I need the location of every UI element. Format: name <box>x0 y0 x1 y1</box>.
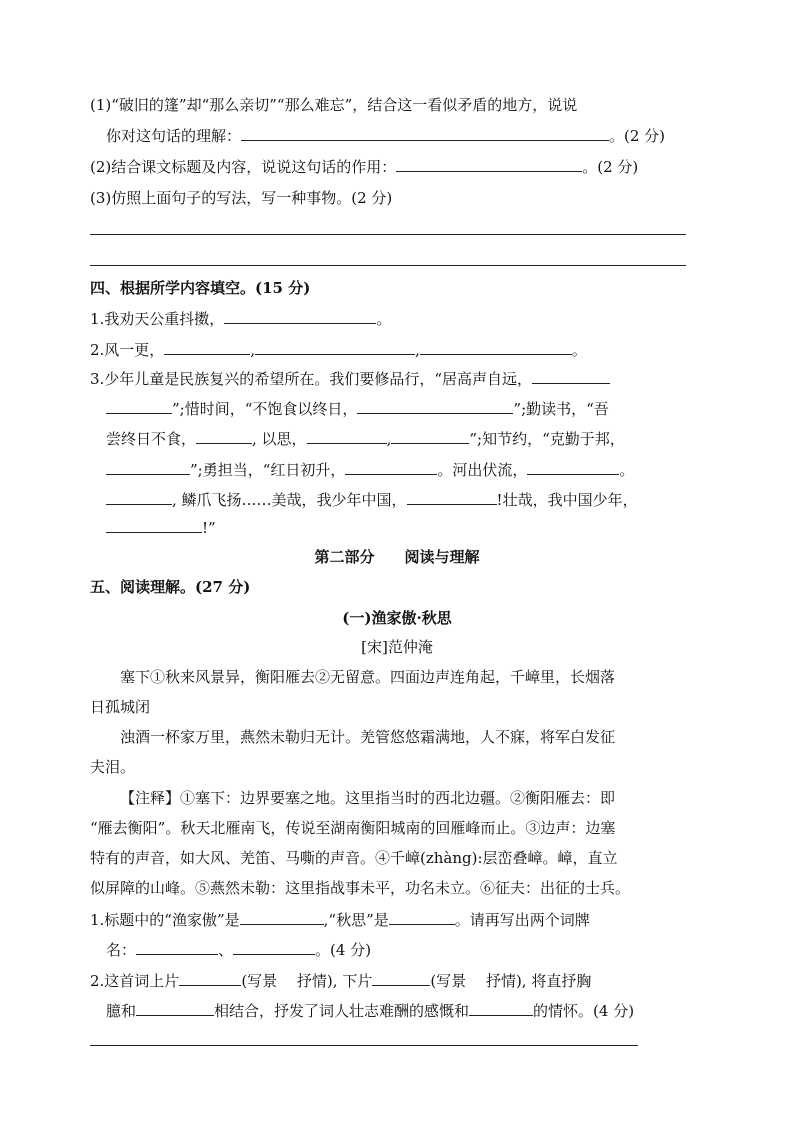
q1-line2: 你对这句话的理解： 。(2 分) <box>106 127 666 145</box>
notes-line3: 特有的声音，如大风、羌笛、马嘶的声音。④千嶂(zhàng):层峦叠嶂。嶂，直立 <box>90 849 618 867</box>
q3-line: (3)仿照上面句子的写法，写一种事物。(2 分) <box>90 189 393 207</box>
answer-blank[interactable] <box>164 340 250 355</box>
section4-heading: 四、根据所学内容填空。(15 分) <box>90 279 311 297</box>
reading-q2-line2: 臆和 相结合，抒发了词人壮志难酬的感慨和 的情怀。(4 分) <box>106 1002 635 1020</box>
poem-author: [宋]范仲淹 <box>361 638 433 656</box>
answer-blank[interactable] <box>396 157 582 172</box>
answer-blank[interactable] <box>389 910 455 925</box>
answer-blank[interactable] <box>106 399 172 414</box>
answer-blank[interactable] <box>407 490 497 505</box>
fill-item-3-line4: ”;勇担当，“红日初升， 。河出伏流， 。 <box>106 460 634 480</box>
fill-item-2: 2.风一更， , , 。 <box>90 341 587 359</box>
fill-item-3-line3: 尝终日不食， , 以思， , ”;知节约，“克勤于邦， <box>106 430 625 448</box>
reading-q1-line2: 名： 、 。(4 分) <box>106 941 372 959</box>
answer-blank[interactable] <box>233 940 315 955</box>
answer-blank[interactable] <box>240 910 324 925</box>
answer-blank[interactable] <box>469 1001 533 1016</box>
answer-blank[interactable] <box>391 429 469 444</box>
notes-line4: 似屏障的山峰。⑤燕然未勒：这里指战事未平，功名未立。⑥征夫：出征的士兵。 <box>90 879 631 897</box>
answer-blank[interactable] <box>307 429 387 444</box>
poem-para2: 浊酒一杯家万里，燕然未勒归无计。羌管悠悠霜满地，人不寐，将军白发征 <box>120 728 616 746</box>
answer-blank[interactable] <box>255 340 415 355</box>
answer-line[interactable] <box>90 1045 638 1046</box>
answer-blank[interactable] <box>196 429 252 444</box>
answer-blank[interactable] <box>106 460 190 475</box>
answer-blank[interactable] <box>372 971 430 986</box>
poem-para1-cont: 日孤城闭 <box>90 698 151 716</box>
poem-para2-cont: 夫泪。 <box>90 758 136 776</box>
poem-title: (一)渔家傲·秋思 <box>342 609 452 627</box>
fill-item-1: 1.我劝天公重抖擞， 。 <box>90 310 392 328</box>
answer-blank[interactable] <box>106 490 172 505</box>
q1-line1: (1)“破旧的篷”却“那么亲切”“那么难忘”，结合这一看似矛盾的地方，说说 <box>90 96 578 114</box>
fill-item-3-line6: !” <box>106 518 216 538</box>
answer-blank[interactable] <box>106 518 202 533</box>
answer-blank[interactable] <box>345 460 437 475</box>
answer-blank[interactable] <box>224 309 376 324</box>
fill-item-3: 3.少年儿童是民族复兴的希望所在。我们要修品行，“居高声自远， <box>90 369 610 389</box>
answer-blank[interactable] <box>357 399 513 414</box>
fill-item-3-line2: ”;惜时间，“不饱食以终日， ”;勤读书，“吾 <box>106 399 609 419</box>
poem-para1: 塞下①秋来风景异，衡阳雁去②无留意。四面边声连角起，千嶂里，长烟落 <box>120 668 616 686</box>
fill-item-3-line5: , 鳞爪飞扬……美哉，我少年中国， !壮哉，我中国少年， <box>106 490 638 510</box>
answer-blank[interactable] <box>527 460 619 475</box>
answer-line[interactable] <box>90 265 686 266</box>
answer-blank[interactable] <box>136 940 218 955</box>
answer-blank[interactable] <box>532 369 610 384</box>
answer-blank[interactable] <box>179 971 241 986</box>
answer-blank[interactable] <box>420 340 572 355</box>
answer-line[interactable] <box>90 234 686 235</box>
part2-title: 第二部分 阅读与理解 <box>314 548 480 566</box>
notes-line1: 【注释】①塞下：边界要塞之地。这里指当时的西北边疆。②衡阳雁去：即 <box>120 789 616 807</box>
section5-heading: 五、阅读理解。(27 分) <box>90 578 251 596</box>
reading-q2: 2.这首词上片 (写景 抒情), 下片 (写景 抒情), 将直抒胸 <box>90 972 592 990</box>
answer-blank[interactable] <box>241 126 609 141</box>
reading-q1: 1.标题中的“渔家傲”是 ,“秋思”是 。请再写出两个词牌 <box>90 911 590 929</box>
answer-blank[interactable] <box>136 1001 214 1016</box>
notes-line2: “雁去衡阳”。秋天北雁南飞，传说至湖南衡阳城南的回雁峰而止。③边声：边塞 <box>90 819 616 837</box>
q2-line: (2)结合课文标题及内容，说说这句话的作用： 。(2 分) <box>90 158 639 176</box>
